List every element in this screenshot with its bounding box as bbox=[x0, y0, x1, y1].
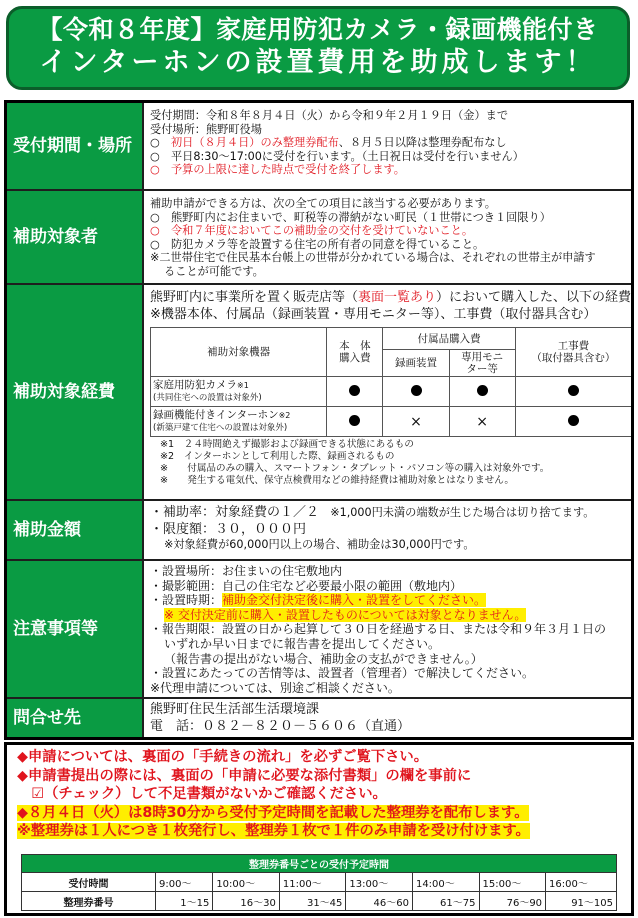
expense-note-3: ※ 付属品のみの購入、スマートフォン・タブレット・パソコン等の購入は対象外です。 bbox=[160, 463, 550, 474]
amount-limit: ・限度額：３０，０００円 bbox=[150, 522, 307, 537]
period-dates: 受付期間：令和８年８月４日（火）から令和９年２月１９日（金）まで bbox=[150, 109, 509, 122]
expense-label: 補助対象経費 bbox=[7, 285, 144, 499]
schedule-table bbox=[21, 854, 617, 911]
mark-dot bbox=[349, 415, 360, 426]
notes-place: ・設置場所：お住まいの住宅敷地内 bbox=[150, 564, 343, 578]
footer-line-2: ◆申請書提出の際には、裏面の「申請に必要な添付書類」の欄を事前に bbox=[17, 767, 472, 784]
contact-dept: 熊野町住民生活部生活環境課 bbox=[150, 702, 320, 717]
title-line-2: インターホンの設置費用を助成します！ bbox=[39, 47, 597, 78]
notes-report: ・報告期限：設置の日から起算して３０日を経過する日、または令和９年３月１日の bbox=[150, 622, 607, 637]
expense-table bbox=[150, 327, 631, 437]
schedule-number-row: 整理券番号 1～15 16～30 31～45 46～60 61～75 76～90 91～105 bbox=[22, 892, 617, 911]
footer-line-3: ☑（チェック）して不足書類がないかご確認ください。 bbox=[17, 786, 387, 802]
footer-notice bbox=[4, 742, 634, 916]
notes-timing: ・設置時期：補助金交付決定後に購入・設置をしてください。 bbox=[150, 593, 487, 608]
col-device: 補助対象機器 bbox=[151, 328, 327, 377]
target-note-2: ることが可能です。 bbox=[164, 264, 264, 278]
expense-items: ※機器本体、付属品（録画装置・専用モニター等）、工事費（取付器具含む） bbox=[150, 307, 597, 322]
schedule-time-label: 受付時間 bbox=[22, 873, 156, 892]
col-work: 工事費 （取付器具含む） bbox=[515, 328, 631, 377]
amount-rate: ・補助率：対象経費の１／２ ※1,000円未満の端数が生じた場合は切り捨てます。 bbox=[150, 505, 595, 520]
period-budget-note: ○ 予算の上限に達した時点で受付を終了します。 bbox=[150, 163, 405, 177]
schedule-title: 整理券番号ごとの受付予定時間 bbox=[22, 855, 617, 873]
schedule-number-label: 整理券番号 bbox=[22, 892, 156, 911]
mark-dot bbox=[568, 385, 579, 396]
notes-row bbox=[7, 561, 631, 699]
contact-row bbox=[7, 699, 631, 737]
table-row: 家庭用防犯カメラ※1 (共同住宅への設置は対象外) bbox=[151, 377, 632, 407]
device-intercom: 録画機能付きインターホン bbox=[153, 409, 279, 421]
footer-line-5: ※整理券は１人につき１枚発行し、整理券１枚で１件のみ申請を受け付けます。 bbox=[17, 823, 530, 839]
expense-note-1: ※1 ２４時間絶えず撮影および録画できる状態にあるもの bbox=[160, 439, 414, 450]
expense-intro: 熊野町内に事業所を置く販売店等（裏面一覧あり）において購入した、以下の経費 bbox=[150, 290, 631, 305]
col-accessory: 付属品購入費 bbox=[383, 328, 515, 350]
target-intro: 補助申請ができる方は、次の全ての項目に該当する必要があります。 bbox=[150, 197, 496, 210]
period-place: 受付場所：熊野町役場 bbox=[150, 122, 262, 136]
period-hours: ○ 平日8:30～17:00に受付を行います。（土日祝日は受付を行いません） bbox=[150, 149, 524, 163]
contact-label: 問合せ先 bbox=[7, 699, 144, 737]
col-recorder: 録画装置 bbox=[383, 350, 449, 377]
mark-dot bbox=[568, 415, 579, 426]
target-cond-1: ○ 熊野町内にお住まいで、町税等の滞納がない町民（１世帯につき１回限り） bbox=[150, 210, 551, 224]
period-row bbox=[7, 103, 631, 191]
table-row: 録画機能付きインターホン※2 (新築戸建て住宅への設置は対象外) × × bbox=[151, 407, 632, 437]
target-note-1: ※二世帯住宅で住民基本台帳上の世帯が分かれている場合は、それぞれの世帯主が申請す bbox=[150, 251, 596, 265]
amount-label: 補助金額 bbox=[7, 501, 144, 559]
notes-timing-warning: ※ 交付決定前に購入・設置したものについては対象となりません。 bbox=[164, 607, 527, 622]
expense-row bbox=[7, 285, 631, 501]
mark-dot bbox=[477, 385, 488, 396]
notes-complaints: ・設置にあたっての苦情等は、設置者（管理者）で解決してください。 bbox=[150, 666, 535, 681]
target-row bbox=[7, 191, 631, 285]
schedule-time-row: 受付時間 9:00～ 10:00～ 11:00～ 13:00～ 14:00～ 15:00～ 16:00～ bbox=[22, 873, 617, 892]
amount-note: ※対象経費が60,000円以上の場合、補助金は30,000円です。 bbox=[164, 538, 475, 551]
mark-cross: × bbox=[383, 407, 449, 437]
device-camera: 家庭用防犯カメラ bbox=[153, 379, 237, 391]
col-monitor: 専用モニ ター等 bbox=[449, 350, 515, 377]
period-ticket-note: ○ 初日（８月４日）のみ整理券配布、８月５日以降は整理券配布なし bbox=[150, 136, 507, 150]
notes-label: 注意事項等 bbox=[7, 561, 144, 697]
expense-note-4: ※ 発生する電気代、保守点検費用などの維持経費は補助対象とはなりません。 bbox=[160, 475, 514, 486]
target-cond-3: ○ 防犯カメラ等を設置する住宅の所有者の同意を得ていること。 bbox=[150, 237, 485, 251]
mark-dot bbox=[411, 385, 422, 396]
title-banner bbox=[6, 6, 630, 90]
mark-dot bbox=[349, 385, 360, 396]
contact-phone: 電 話：０８２－８２０－５６０６（直通） bbox=[150, 719, 411, 734]
target-label: 補助対象者 bbox=[7, 191, 144, 283]
col-body: 本 体 購入費 bbox=[327, 328, 383, 377]
title-line-1: 【令和８年度】家庭用防犯カメラ・録画機能付き bbox=[37, 15, 599, 44]
footer-line-4: ◆８月４日（火）は8時30分から受付予定時間を記載した整理券を配布します。 bbox=[17, 804, 529, 821]
footer-line-1: ◆申請については、裏面の「手続きの流れ」を必ずご覧下さい。 bbox=[17, 749, 429, 765]
notes-range: ・撮影範囲：自己の住宅など必要最小限の範囲（敷地内） bbox=[150, 578, 463, 593]
info-table bbox=[4, 100, 634, 740]
period-label: 受付期間・場所 bbox=[7, 103, 144, 189]
target-cond-2: ○ 令和７年度においてこの補助金の交付を受けていないこと。 bbox=[150, 224, 474, 238]
mark-cross: × bbox=[449, 407, 515, 437]
amount-row bbox=[7, 501, 631, 561]
notes-report-3: （報告書の提出がない場合、補助金の支払ができません。） bbox=[164, 651, 483, 666]
notes-proxy: ※代理申請については、別途ご相談ください。 bbox=[150, 680, 400, 695]
expense-note-2: ※2 インターホンとして利用した際、録画されるもの bbox=[160, 451, 395, 462]
notes-report-2: いずれか早い日までに報告書を提出してください。 bbox=[164, 636, 441, 651]
